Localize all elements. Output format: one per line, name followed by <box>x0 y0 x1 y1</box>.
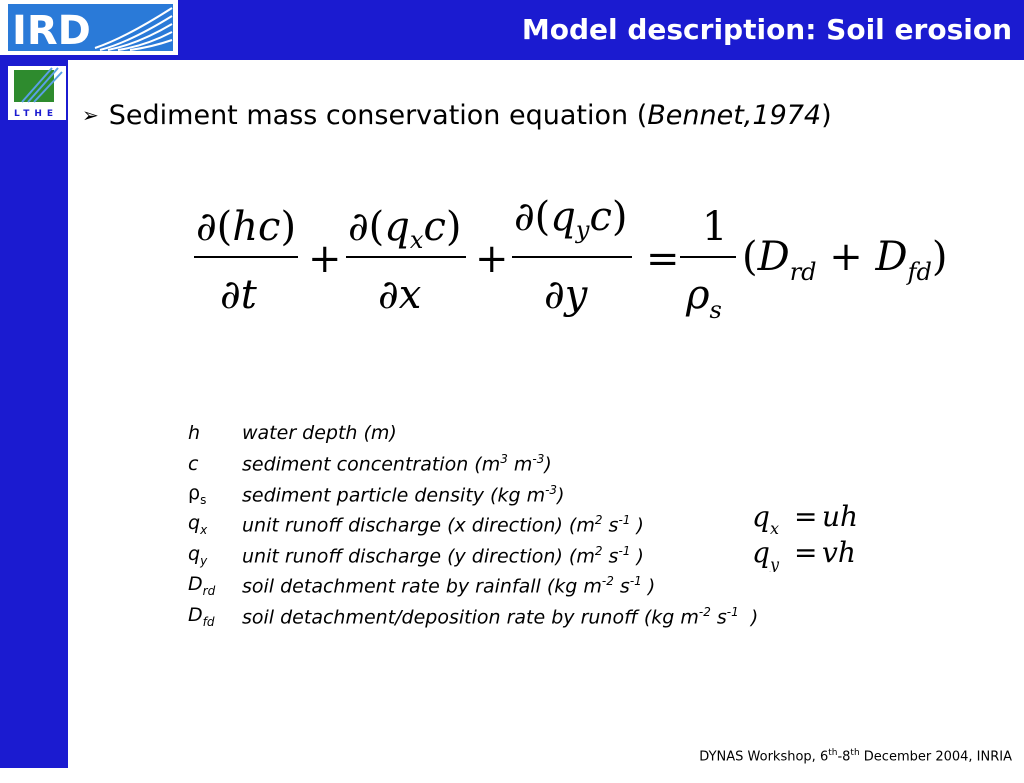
legend-unit-exponent: -1 <box>629 574 642 589</box>
legend-unit-text: m <box>507 453 533 476</box>
svg-text:1: 1 <box>702 204 728 250</box>
legend-description <box>242 540 758 571</box>
legend-symbol <box>188 601 242 632</box>
footer-sup-1: th <box>828 748 838 758</box>
qy-relation <box>750 536 870 576</box>
legend-unit-text: ) <box>630 514 644 537</box>
bullet-close: ) <box>821 100 832 131</box>
svg-text:+: + <box>308 236 342 282</box>
ird-logo-text: IRD <box>12 8 91 54</box>
svg-text:qx: $q_x$ <box>752 500 779 536</box>
legend-symbol-text: q <box>188 512 201 535</box>
bullet-arrow-icon: ➢ <box>82 103 99 127</box>
legend-description <box>242 418 758 449</box>
legend-symbol-text: q <box>188 542 201 565</box>
legend-row <box>188 540 758 571</box>
legend-row <box>188 479 758 510</box>
legend-description <box>242 510 758 541</box>
svg-text:ρs: $\rho_s$ <box>686 272 722 324</box>
sidebar <box>0 60 68 783</box>
lthe-logo-text: LTHE <box>14 109 59 119</box>
svg-text:∂t: ∂t <box>220 272 257 318</box>
legend-description <box>242 601 758 632</box>
bullet-text: Sediment mass conservation equation ( <box>108 100 648 131</box>
legend-symbol-text: D <box>188 573 203 596</box>
legend-unit-exponent: -1 <box>618 543 631 558</box>
footer-sup-2: th <box>850 748 860 758</box>
legend-desc-text: unit runoff discharge (x direction) (m <box>242 514 595 537</box>
svg-text:∂y: ∂y <box>544 272 588 318</box>
legend-symbol-text: ρ <box>188 481 201 504</box>
legend-unit-exponent: -1 <box>618 513 631 528</box>
legend-unit-text: s <box>710 605 727 628</box>
svg-text:=: = <box>794 500 818 533</box>
lthe-logo <box>8 66 66 120</box>
legend-symbol-sub: fd <box>202 614 215 629</box>
page-number: 12 <box>24 768 44 783</box>
legend-desc-text: water depth (m) <box>242 422 397 445</box>
legend-symbol-sub: x <box>200 523 208 538</box>
legend-desc-text: sediment particle density (kg m <box>242 483 546 506</box>
legend-desc-text: soil detachment rate by rainfall (kg m <box>242 575 602 598</box>
legend-symbol-sub: rd <box>202 584 216 599</box>
footer-mid: -8 <box>837 749 851 765</box>
bullet-citation: Bennet,1974 <box>647 100 822 131</box>
legend-description <box>242 449 758 480</box>
footer <box>699 748 1012 764</box>
legend-unit-exponent: -1 <box>726 604 739 619</box>
svg-text:=: = <box>794 536 818 569</box>
page-title: Model description: Soil erosion <box>521 13 1012 46</box>
legend-unit-text: ) <box>544 453 552 476</box>
legend-unit-text: ) <box>738 605 759 628</box>
legend-symbol <box>188 449 242 480</box>
legend-symbol-sub: y <box>200 553 208 568</box>
ird-logo <box>0 0 178 55</box>
legend-row <box>188 449 758 480</box>
legend-symbol <box>188 571 242 602</box>
legend-symbol-text: D <box>188 603 203 626</box>
legend-unit-text: ) <box>557 483 565 506</box>
svg-text:(Drd + Dfd): $(D_{rd} + D_{fd})$ <box>742 234 948 286</box>
footer-text: DYNAS Workshop, 6 <box>699 749 829 765</box>
svg-text:∂(hc): ∂(hc) <box>196 204 297 250</box>
legend-unit-exponent: 3 <box>500 452 508 467</box>
legend-symbol-text: c <box>188 452 199 475</box>
svg-text:vh: vh <box>822 536 856 569</box>
legend-desc-text: sediment concentration (m <box>242 453 501 476</box>
svg-text:∂x: ∂x <box>378 272 422 318</box>
legend-unit-text: s <box>602 514 619 537</box>
legend-unit-exponent: 2 <box>594 513 603 528</box>
svg-text:+: + <box>475 236 509 282</box>
legend-row <box>188 510 758 541</box>
legend-desc-text: soil detachment/deposition rate by runoff (kg m <box>242 605 699 628</box>
legend-description <box>242 571 758 602</box>
variable-legend <box>188 418 758 632</box>
svg-text:=: = <box>646 236 680 282</box>
legend-symbol <box>188 510 242 541</box>
legend-unit-exponent: 2 <box>594 543 603 558</box>
footer-end: December 2004, INRIA <box>859 749 1012 765</box>
legend-description <box>242 479 758 510</box>
legend-row <box>188 418 758 449</box>
legend-row <box>188 601 758 632</box>
header-bar <box>0 0 1024 60</box>
legend-table <box>188 418 758 632</box>
legend-unit-exponent: -2 <box>601 574 614 589</box>
qx-relation <box>750 500 870 540</box>
legend-unit-text: s <box>602 544 619 567</box>
legend-symbol <box>188 540 242 571</box>
legend-unit-exponent: -3 <box>532 452 545 467</box>
legend-unit-text: s <box>613 575 630 598</box>
svg-text:qy: $q_y$ <box>752 536 779 572</box>
legend-unit-exponent: -2 <box>698 604 711 619</box>
legend-row <box>188 571 758 602</box>
mass-conservation-equation <box>190 190 960 334</box>
legend-symbol-sub: s <box>200 492 207 507</box>
svg-text:uh: uh <box>822 500 859 533</box>
legend-unit-exponent: -3 <box>545 482 558 497</box>
legend-symbol-text: h <box>188 422 201 445</box>
legend-desc-text: unit runoff discharge (y direction) (m <box>242 544 595 567</box>
legend-symbol <box>188 479 242 510</box>
svg-text:∂(qxc): $\partial(q_xc)$ <box>348 204 462 254</box>
bullet-item <box>82 98 832 135</box>
legend-unit-text: ) <box>641 575 656 598</box>
legend-unit-text: ) <box>630 544 644 567</box>
svg-text:∂(qyc): $\partial(q_yc)$ <box>514 194 628 244</box>
legend-symbol <box>188 418 242 449</box>
